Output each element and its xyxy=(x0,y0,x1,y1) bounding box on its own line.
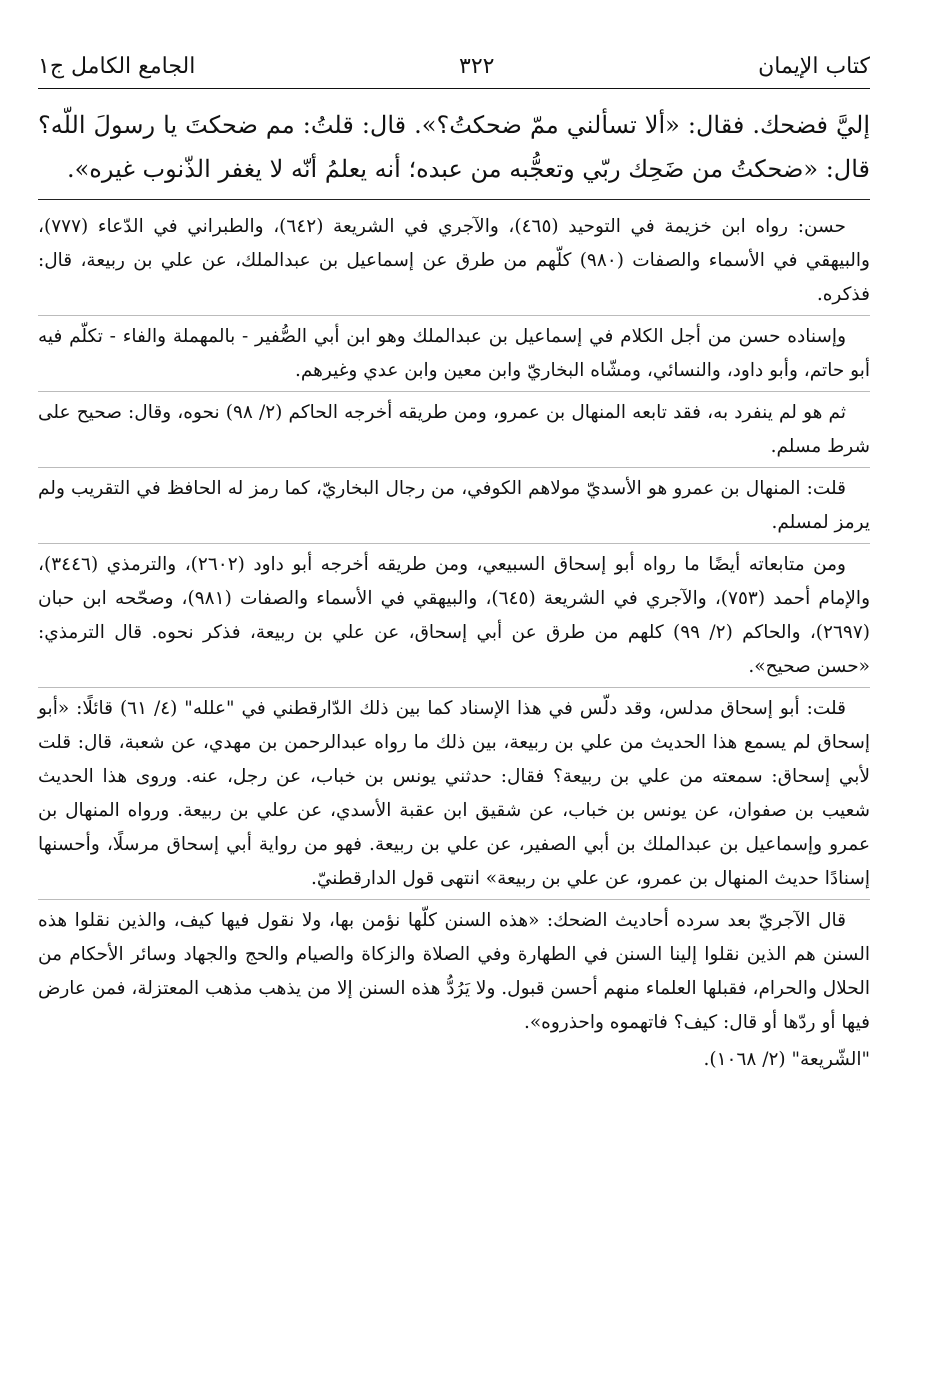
note-paragraph: ثم هو لم ينفرد به، فقد تابعه المنهال بن عمرو، ومن طريقه أخرجه الحاكم (٢/ ٩٨) نحوه، وقال: صحيح على شرط مسلم. xyxy=(38,396,870,468)
note-paragraph: حسن: رواه ابن خزيمة في التوحيد (٤٦٥)، والآجري في الشريعة (٦٤٢)، والطبراني في الدّعاء (٧٧٧)، والبيهقي في الأسماء والصفات (٩٨٠) كلّهم من طرق عن إسماعيل بن عبدالملك، عن علي بن ربيعة، قال: فذكره. xyxy=(38,210,870,316)
hadith-text: إليَّ فضحك. فقال: «ألا تسألني ممّ ضحكتُ؟». قال: قلتُ: مم ضحكتَ يا رسولَ اللّه؟ قال: «ضحكتُ من ضَحِك ربّي وتعجُّبه من عبده؛ أنه يعلمُ أنّه لا يغفر الذّنوب غيره». xyxy=(38,111,870,183)
note-paragraph: قال الآجريّ بعد سرده أحاديث الضحك: «هذه السنن كلّها نؤمن بها، ولا نقول فيها كيف، والذين نقلوا هذه السنن هم الذين نقلوا إلينا السنن في الطهارة وفي الصلاة والزكاة والصيام والحج والجهاد وسائر الأحكام من الحلال والحرام، فقبلها العلماء منهم أحسن قبول. ولا يَرُدُّ هذه السنن إلا من يذهب مذهب المعتزلة، فمن عارض فيها أو ردّها أو قال: كيف؟ فاتهموه واحذروه». xyxy=(38,910,870,1033)
page-number: ٣٢٢ xyxy=(459,54,495,79)
page-header xyxy=(38,52,870,89)
note-paragraph: قلت: المنهال بن عمرو هو الأسديّ مولاهم الكوفي، من رجال البخاريّ، كما رمز له الحافظ في التقريب ولم يرمز لمسلم. xyxy=(38,472,870,544)
book-title: الجامع الكامل ج١ xyxy=(38,54,196,79)
source-reference: "الشّريعة" (٢/ ١٠٦٨). xyxy=(703,1049,870,1070)
note-paragraph: قلت: أبو إسحاق مدلس، وقد دلّس في هذا الإسناد كما بين ذلك الدّارقطني في "علله" (٤/ ٦١) قائلًا: «أبو إسحاق لم يسمع هذا الحديث من علي بن ربيعة، بين ذلك ما رواه عبدالرحمن بن مهدي، عن شعبة، قال: قلت لأبي إسحاق: سمعته من علي بن ربيعة؟ فقال: حدثني يونس بن خباب، عن رجل، عنه. وروى هذا الحديث شعيب بن صفوان، عن يونس بن خباب، عن شقيق ابن عقبة الأسدي، عن علي بن ربيعة. ورواه المنهال بن عمرو وإسماعيل بن عبدالملك بن أبي الصفير، عن علي بن ربيعة. فهو من رواية أبي إسحاق مرسلًا، وأحسنها إسنادًا حديث المنهال بن عمرو، عن علي بن ربيعة» انتهى قول الدارقطنيّ. xyxy=(38,692,870,900)
text-divider xyxy=(38,199,870,200)
page-content xyxy=(38,103,870,1080)
note-paragraph: ومن متابعاته أيضًا ما رواه أبو إسحاق السبيعي، ومن طريقه أخرجه أبو داود (٢٦٠٢)، والترمذي (٣٤٤٦)، والإمام أحمد (٧٥٣)، والآجري في الشريعة (٦٤٥)، والبيهقي في الأسماء والصفات (٩٨١)، وصحّحه ابن حبان (٢٦٩٧)، والحاكم (٢/ ٩٩) كلهم من طرق عن أبي إسحاق، عن علي بن ربيعة، فذكر نحوه. قال الترمذي: «حسن صحيح». xyxy=(38,548,870,688)
document-page xyxy=(38,52,870,1084)
chapter-title: كتاب الإيمان xyxy=(758,54,870,79)
note-paragraph: وإسناده حسن من أجل الكلام في إسماعيل بن عبدالملك وهو ابن أبي الصُّفير - بالمهملة والفاء - تكلّم فيه أبو حاتم، وأبو داود، والنسائي، ومشّاه البخاريّ وابن معين وابن عدي وغيرهم. xyxy=(38,320,870,392)
